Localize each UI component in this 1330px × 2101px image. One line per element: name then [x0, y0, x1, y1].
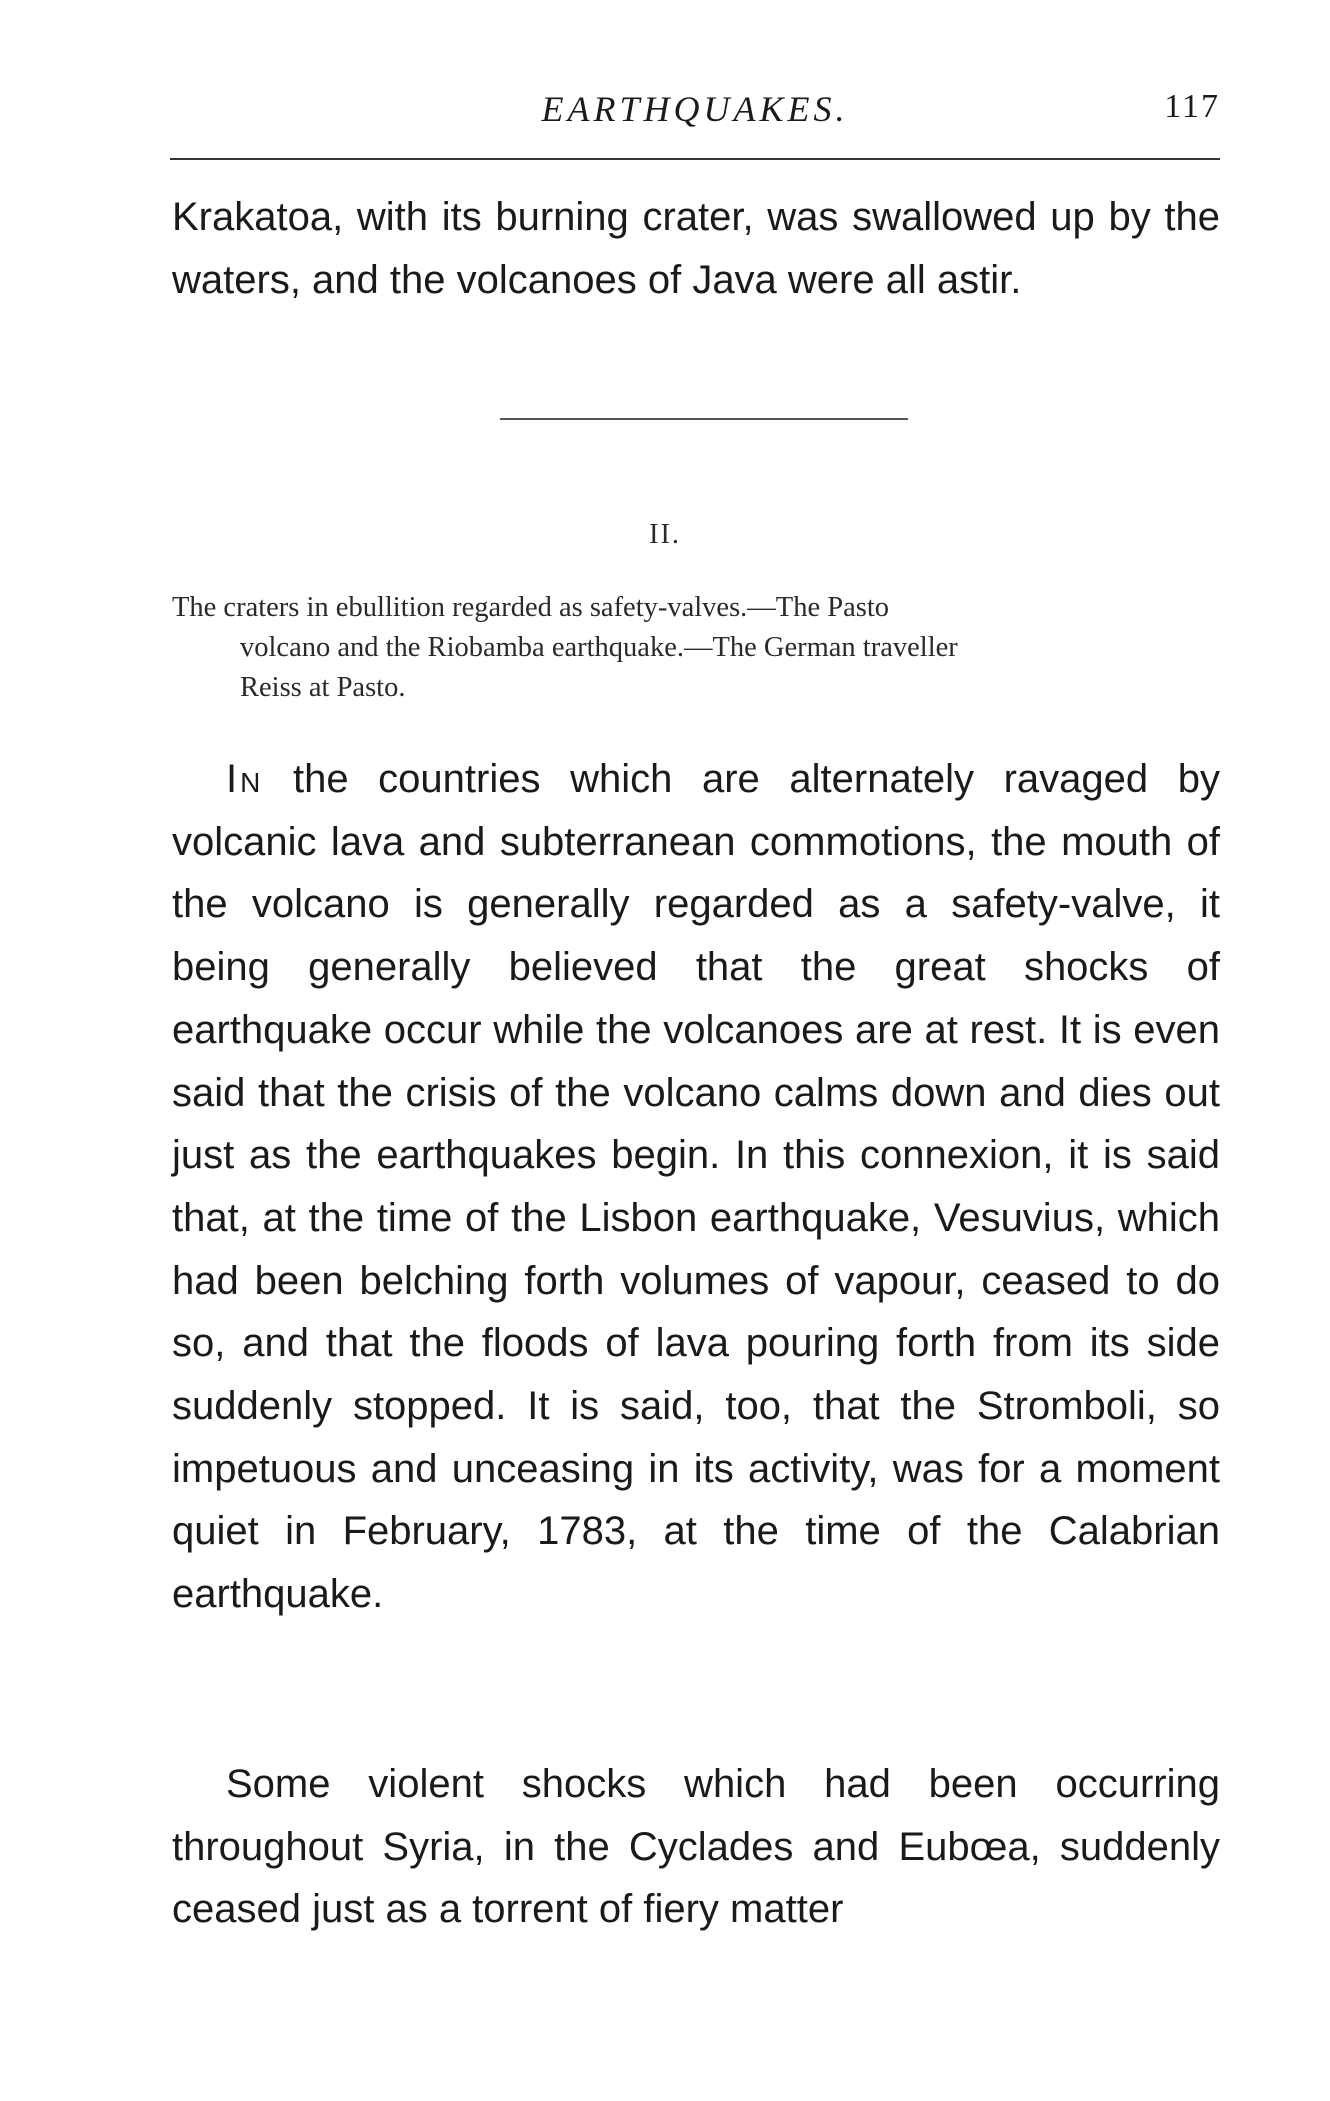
section-summary	[172, 588, 1220, 708]
continued-paragraph: Krakatoa, with its burning crater, was swallowed up by the waters, and the volcanoes of Java were all astir.	[172, 195, 1220, 302]
summary-line: The craters in ebullition regarded as safety-valves.—The Pasto	[172, 592, 889, 623]
section-divider-rule	[500, 418, 908, 420]
paragraph-1-text: the countries which are alternately ravaged by volcanic lava and subterranean commotions, the mouth of the volcano is generally regarded as a safety-valve, it being generally believed that the great shocks of earthquake occur while the volcanoes are at rest. It is even said that the crisis of the volcano calms down and dies out just as the earthquakes begin. In this connexion, it is said that, at the time of the Lisbon earthquake, Vesuvius, which had been belching forth volumes of vapour, ceased to do so, and that the floods of lava pouring forth from its side suddenly stopped. It is said, too, that the Stromboli, so impetuous and unceasing in its activity, was for a moment quiet in February, 1783, at the time of the Calabrian earthquake.	[172, 757, 1220, 1617]
running-head	[170, 88, 1220, 138]
paragraph-1	[172, 748, 1220, 1626]
page-number: 117	[1164, 88, 1220, 125]
paragraph-opening-smallcaps: In	[226, 757, 264, 801]
paragraph-2: Some violent shocks which had been occurring throughout Syria, in the Cyclades and Eubœa, suddenly ceased just as a torrent of fiery matter	[172, 1762, 1220, 1932]
summary-line: Reiss at Pasto.	[240, 672, 406, 703]
header-rule	[170, 158, 1220, 160]
section-number: II.	[649, 519, 681, 550]
summary-line: volcano and the Riobamba earthquake.—The German traveller	[240, 632, 958, 663]
running-title: EARTHQUAKES.	[541, 89, 849, 129]
